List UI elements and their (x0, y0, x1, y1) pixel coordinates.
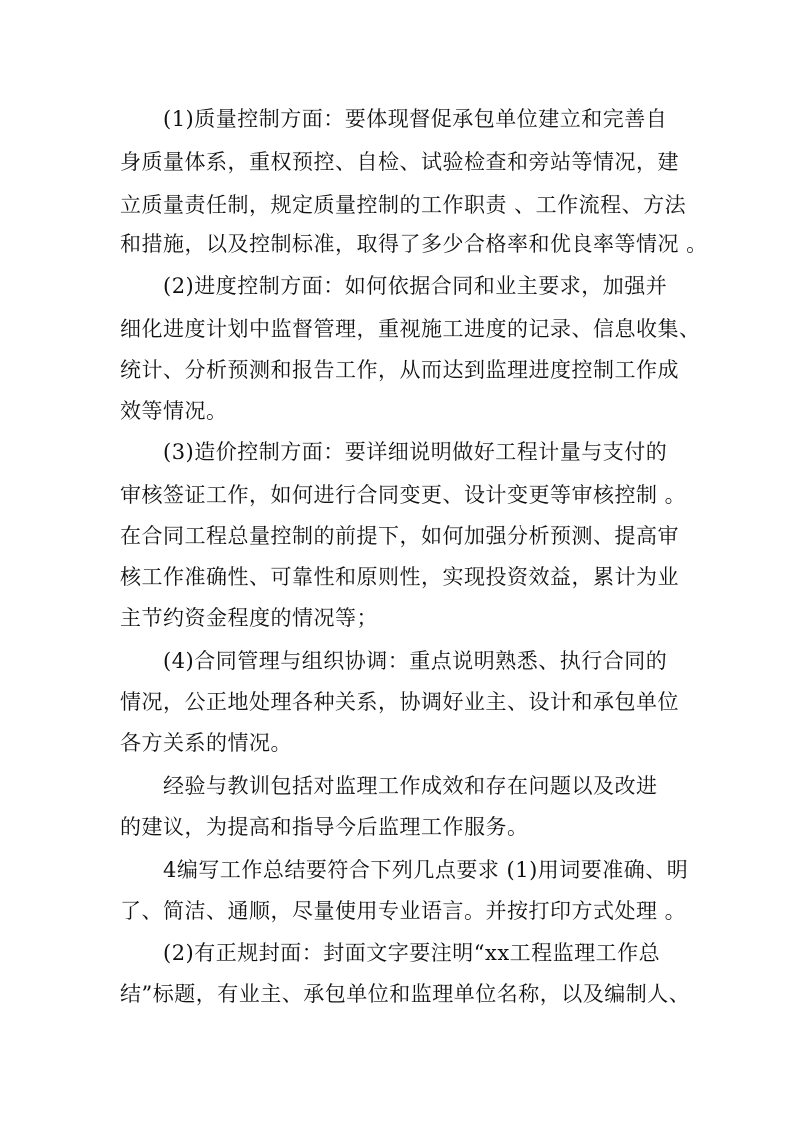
paragraph-cost-control-line-5: 主节约资金程度的情况等； (120, 606, 378, 630)
paragraph-cost-control-line-2: 审核签证工作，如何进行合同变更、设计变更等审核控制 。 (120, 483, 687, 507)
paragraph-cover-line-2: 结”标题，有业主、承包单位和监理单位名称，以及编制人、 (120, 982, 691, 1006)
paragraph-cost-control-line-1: (3)造价控制方面：要详细说明做好工程计量与支付的 (163, 440, 668, 464)
paragraph-schedule-control-line-4: 效等情况。 (120, 399, 228, 423)
paragraph-quality-control-line-4: 和措施，以及控制标准，取得了多少合格率和优良率等情况 。 (120, 232, 708, 256)
paragraph-lessons-line-2: 的建议，为提高和指导今后监理工作服务。 (120, 815, 529, 839)
paragraph-contract-management-line-1: (4)合同管理与组织协调：重点说明熟悉、执行合同的 (163, 649, 668, 673)
paragraph-schedule-control-line-3: 统计、分析预测和报告工作，从而达到监理进度控制工作成 (120, 358, 679, 382)
paragraph-cost-control-line-3: 在合同工程总量控制的前提下，如何加强分析预测、提高审 (120, 524, 679, 548)
paragraph-cost-control-line-4: 核工作准确性、可靠性和原则性，实现投资效益，累计为业 (120, 565, 679, 589)
paragraph-summary-requirements-line-2: 了、简洁、通顺，尽量使用专业语言。并按打印方式处理 。 (120, 899, 687, 923)
paragraph-contract-management-line-3: 各方关系的情况。 (120, 731, 292, 755)
paragraph-contract-management-line-2: 情况，公正地处理各种关系，协调好业主、设计和承包单位 (120, 690, 679, 714)
paragraph-schedule-control-line-1: (2)进度控制方面：如何依据合同和业主要求，加强并 (163, 274, 668, 298)
paragraph-quality-control-line-3: 立质量责任制，规定质量控制的工作职责 、工作流程、方法 (120, 193, 687, 217)
paragraph-quality-control-line-1: (1)质量控制方面：要体现督促承包单位建立和完善自 (163, 107, 668, 131)
paragraph-schedule-control-line-2: 细化进度计划中监督管理，重视施工进度的记录、信息收集、 (120, 317, 701, 341)
paragraph-summary-requirements-line-1: 4编写工作总结要符合下列几点要求 (1)用词要准确、明 (163, 858, 689, 882)
paragraph-cover-line-1: (2)有正规封面：封面文字要注明“xx工程监理工作总 (163, 941, 661, 965)
paragraph-lessons-line-1: 经验与教训包括对监理工作成效和存在问题以及改进 (163, 774, 658, 798)
paragraph-quality-control-line-2: 身质量体系，重权预控、自检、试验检查和旁站等情况，建 (120, 150, 679, 174)
